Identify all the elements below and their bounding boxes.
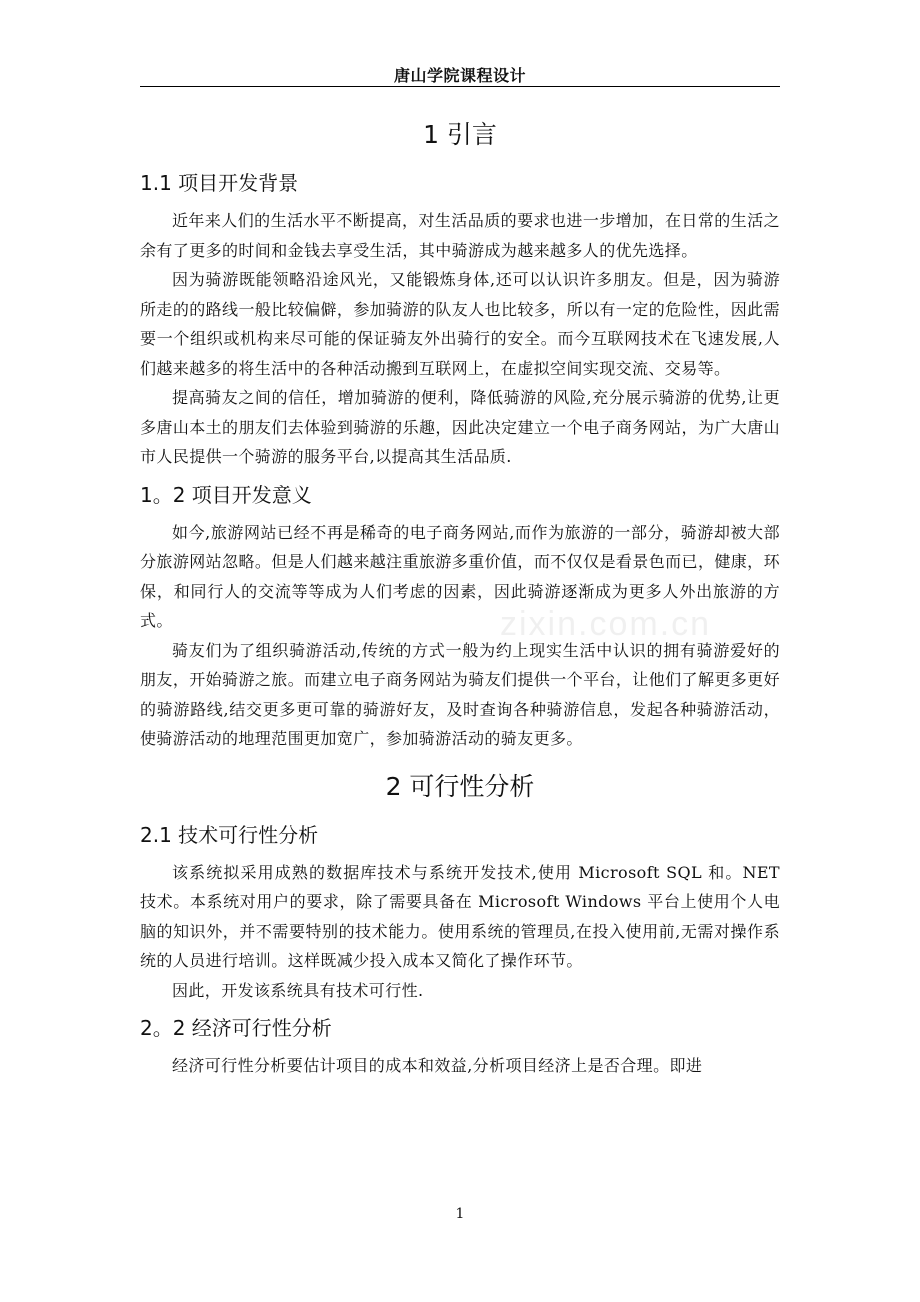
paragraph: 因此，开发该系统具有技术可行性. bbox=[172, 980, 424, 1000]
paragraph: 经济可行性分析要估计项目的成本和效益,分析项目经济上是否合理。即进 bbox=[172, 1056, 703, 1075]
chapter-heading-2: 2 可行性分析 bbox=[385, 771, 535, 801]
spacer bbox=[140, 754, 780, 762]
section-heading-1-1: 1.1 项目开发背景 bbox=[140, 171, 299, 195]
paragraph: 近年来人们的生活水平不断提高，对生活品质的要求也进一步增加，在日常的生活之余有了更多的时间和金钱去享受生活，其中骑游成为越来越多人的优先选择。 bbox=[140, 211, 780, 260]
section-heading-2-2: 2。2 经济可行性分析 bbox=[140, 1016, 332, 1040]
paragraph: 骑友们为了组织骑游活动,传统的方式一般为约上现实生活中认识的拥有骑游爱好的朋友，开始骑游之旅。而建立电子商务网站为骑友们提供一个平台，让他们了解更多更好的骑游路线,结交更多更可靠的骑游好友，及时查询各种骑游信息，发起各种骑游活动，使骑游活动的地理范围更加宽广，参加骑游活动的骑友更多。 bbox=[140, 640, 780, 748]
running-header-title: 唐山学院课程设计 bbox=[393, 66, 526, 85]
paragraph: 如今,旅游网站已经不再是稀奇的电子商务网站,而作为旅游的一部分，骑游却被大部分旅游网站忽略。但是人们越来越注重旅游多重价值，而不仅仅是看景色而已，健康，环保，和同行人的交流等等成为人们考虑的因素，因此骑游逐渐成为更多人外出旅游的方式。 bbox=[140, 522, 780, 630]
paragraph: 提高骑友之间的信任，增加骑游的便利，降低骑游的风险,充分展示骑游的优势,让更多唐山本土的朋友们去体验到骑游的乐趣，因此决定建立一个电子商务网站，为广大唐山市人民提供一个骑游的服务平台,以提高其生活品质. bbox=[140, 388, 780, 466]
document-body bbox=[140, 110, 780, 1081]
watermark-text: zixin.com.cn bbox=[500, 605, 712, 643]
paragraph: 该系统拟采用成熟的数据库技术与系统开发技术,使用 Microsoft SQL 和。NET 技术。本系统对用户的要求，除了需要具备在 Microsoft Windows 平台上使用个人电脑的知识外，并不需要特别的技术能力。使用系统的管理员,在投入使用前,无需对操作系统的人员进行培训。这样既减少投入成本又简化了操作环节。 bbox=[140, 862, 780, 970]
section-heading-2-1: 2.1 技术可行性分析 bbox=[140, 822, 319, 847]
chapter-heading-1: 1 引言 bbox=[423, 120, 497, 149]
section-heading-1-2: 1。2 项目开发意义 bbox=[140, 482, 312, 507]
page-number: 1 bbox=[455, 1206, 465, 1222]
header-divider bbox=[140, 86, 780, 87]
paragraph: 因为骑游既能领略沿途风光，又能锻炼身体,还可以认识许多朋友。但是，因为骑游所走的的路线一般比较偏僻，参加骑游的队友人也比较多，所以有一定的危险性，因此需要一个组织或机构来尽可能的保证骑友外出骑行的安全。而今互联网技术在飞速发展,人们越来越多的将生活中的各种活动搬到互联网上，在虚拟空间实现交流、交易等。 bbox=[140, 270, 780, 378]
